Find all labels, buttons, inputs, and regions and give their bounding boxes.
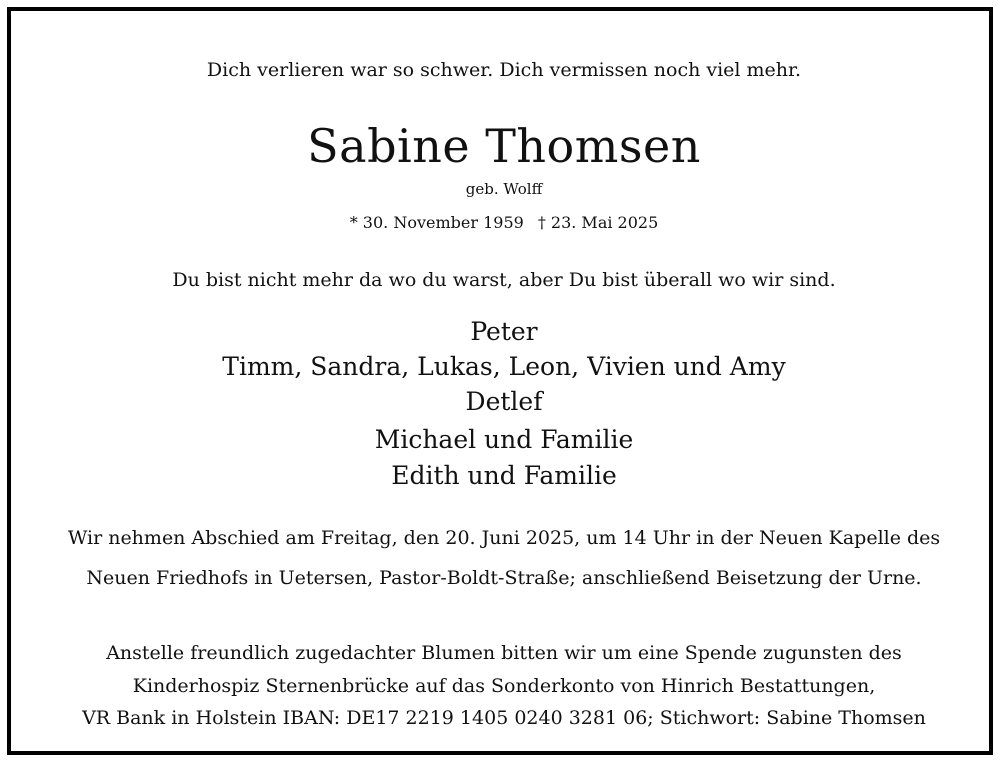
mourner-line: Edith und Familie xyxy=(391,461,617,490)
deceased-name: Sabine Thomsen xyxy=(307,119,701,173)
ceremony-line: Wir nehmen Abschied am Freitag, den 20. Juni 2025, um 14 Uhr in der Neuen Kapelle des xyxy=(67,527,941,549)
donation-line: VR Bank in Holstein IBAN: DE17 2219 1405 0240 3281 06; Stichwort: Sabine Thomsen xyxy=(82,707,926,729)
mourner-line: Peter xyxy=(470,317,538,346)
donation-line: Kinderhospiz Sternenbrücke auf das Sonderkonto von Hinrich Bestattungen, xyxy=(132,675,876,697)
donation-line: Anstelle freundlich zugedachter Blumen bitten wir um eine Spende zugunsten des xyxy=(106,642,902,664)
mourner-line: Michael und Familie xyxy=(374,425,634,454)
birth-date: * 30. November 1959 xyxy=(349,213,524,232)
ceremony-line: Neuen Friedhofs in Uetersen, Pastor-Boldt-Straße; anschließend Beisetzung der Urne. xyxy=(86,567,922,589)
mourner-line: Detlef xyxy=(465,387,543,416)
life-dates xyxy=(11,213,997,232)
memorial-quote: Du bist nicht mehr da wo du warst, aber Du bist überall wo wir sind. xyxy=(172,269,836,291)
death-date: † 23. Mai 2025 xyxy=(537,213,659,232)
mourner-line: Timm, Sandra, Lukas, Leon, Vivien und Amy xyxy=(222,352,786,381)
motto: Dich verlieren war so schwer. Dich vermissen noch viel mehr. xyxy=(206,59,802,81)
birth-name: geb. Wolff xyxy=(465,180,543,198)
obituary-notice xyxy=(7,7,993,755)
